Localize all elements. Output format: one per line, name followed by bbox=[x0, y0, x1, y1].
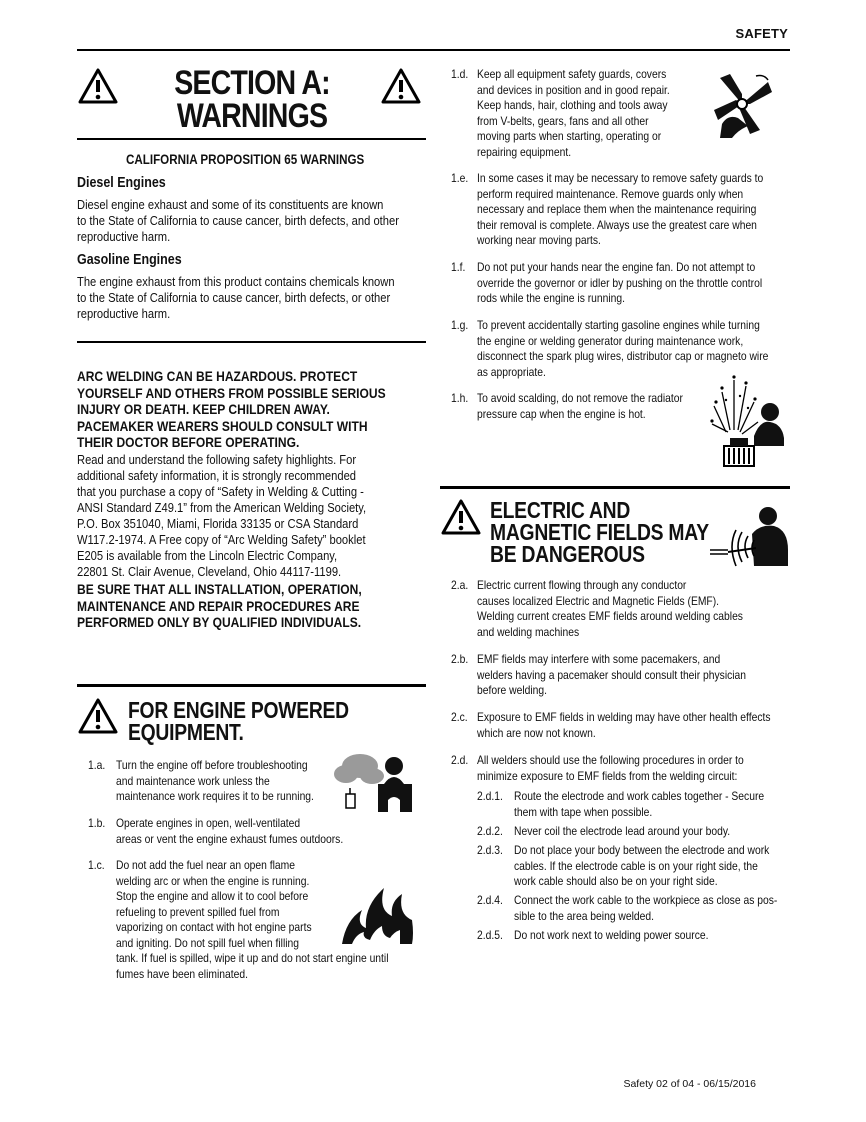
item-number: 1.f. bbox=[451, 260, 466, 274]
emf-section-heading: ELECTRIC AND MAGNETIC FIELDS MAY BE DANGEROUS bbox=[490, 497, 709, 567]
page-footer: Safety 02 of 04 - 06/15/2016 bbox=[623, 1078, 756, 1090]
arc-warning-heading: ARC WELDING CAN BE HAZARDOUS. PROTECT YOURSELF AND OTHERS FROM POSSIBLE SERIOUS INJURY OR DEATH. KEEP CHILDREN AWAY. PACEMAKER WEARERS SHOULD CONSULT WITH THEIR DOCTOR BEFORE OPERATING. bbox=[77, 368, 386, 450]
section-rule bbox=[77, 684, 426, 687]
section-title-line2: WARNINGS bbox=[176, 97, 328, 135]
item-text: Electric current flowing through any conductor causes localized Electric and Magnetic Fields (EMF). Welding current creates EMF fields around welding cables and welding machines bbox=[477, 578, 743, 639]
item-text: To avoid scalding, do not remove the radiator pressure cap when the engine is hot. bbox=[477, 391, 683, 421]
item-text: Turn the engine off before troubleshooting and maintenance work unless the maintenance work requires it to be running. bbox=[116, 758, 314, 803]
header-rule bbox=[77, 49, 790, 51]
item-number: 2.d. bbox=[451, 753, 469, 767]
exhaust-fumes-icon bbox=[332, 748, 418, 816]
subitem-text: Route the electrode and work cables together - Secure them with tape when possible. bbox=[514, 789, 765, 819]
item-number: 2.b. bbox=[451, 652, 469, 666]
arc-intro-paragraph: Read and understand the following safety highlights. For additional safety information, it is strongly recommended that you purchase a copy of “Safety in Welding & Cutting - ANSI Standard Z49.1” from the American Welding Society, P.O. Box 351040, Miami, Florida 33135 or CSA Standard W117.2-1974. A Free copy of “Arc Welding Safety” booklet E205 is available from the Lincoln Electric Company, 22801 St. Clair Avenue, Cleveland, Ohio 44117-1199. bbox=[77, 452, 367, 579]
item-number: 1.a. bbox=[88, 758, 106, 772]
item-number: 1.e. bbox=[451, 171, 469, 185]
section-title-line1: SECTION A: bbox=[174, 64, 330, 102]
qualified-warning: BE SURE THAT ALL INSTALLATION, OPERATION, MAINTENANCE AND REPAIR PROCEDURES ARE PERFORMED ONLY BY QUALIFIED INDIVIDUALS. bbox=[77, 581, 362, 630]
prop65-heading: CALIFORNIA PROPOSITION 65 WARNINGS bbox=[126, 152, 365, 167]
engine-section-heading: FOR ENGINE POWERED EQUIPMENT. bbox=[128, 697, 349, 745]
item-number: 1.c. bbox=[88, 858, 105, 872]
item-text: Exposure to EMF fields in welding may have other health effects which are now not known. bbox=[477, 710, 771, 740]
item-number: 1.g. bbox=[451, 318, 469, 332]
section-title bbox=[158, 64, 346, 135]
moving-parts-hand-icon bbox=[708, 70, 774, 140]
warning-triangle-icon bbox=[78, 698, 118, 734]
item-text: All welders should use the following procedures in order to minimize exposure to EMF fields from the welding circuit: bbox=[477, 753, 744, 783]
item-text: Operate engines in open, well-ventilated areas or vent the engine exhaust fumes outdoors. bbox=[116, 816, 344, 846]
flame-icon bbox=[340, 880, 416, 946]
subitem-number: 2.d.1. bbox=[477, 789, 503, 803]
welder-emf-icon bbox=[708, 500, 790, 570]
subitem-text: Do not work next to welding power source. bbox=[514, 928, 709, 942]
subitem-text: Connect the work cable to the workpiece as close as pos- sible to the area being welded. bbox=[514, 893, 778, 923]
subitem-number: 2.d.2. bbox=[477, 824, 503, 838]
item-text: Do not put your hands near the engine fan. Do not attempt to override the governor or idler by pushing on the throttle control rods while the engine is running. bbox=[477, 260, 763, 305]
subitem-number: 2.d.4. bbox=[477, 893, 503, 907]
page-header-label: SAFETY bbox=[735, 26, 788, 41]
item-text: Keep all equipment safety guards, covers and devices in position and in good repair. Keep hands, hair, clothing and tools away from V-belts, gears, fans and all other moving parts when starting, operating or repairing equipment. bbox=[477, 67, 670, 159]
section-rule bbox=[77, 341, 426, 343]
item-number: 1.h. bbox=[451, 391, 469, 405]
item-number: 1.d. bbox=[451, 67, 469, 81]
warning-triangle-icon bbox=[381, 68, 421, 104]
item-text: EMF fields may interfere with some pacemakers, and welders having a pacemaker should consult their physician before welding. bbox=[477, 652, 747, 697]
warning-triangle-icon bbox=[441, 499, 481, 535]
diesel-heading: Diesel Engines bbox=[77, 175, 166, 191]
item-number: 2.c. bbox=[451, 710, 468, 724]
gasoline-paragraph: The engine exhaust from this product contains chemicals known to the State of California to cause cancer, birth defects, or other reproductive harm. bbox=[77, 274, 395, 321]
diesel-paragraph: Diesel engine exhaust and some of its constituents are known to the State of California to cause cancer, birth defects, and other reproductive harm. bbox=[77, 197, 399, 244]
radiator-steam-icon bbox=[708, 372, 788, 468]
section-rule bbox=[77, 138, 426, 140]
warning-triangle-icon bbox=[78, 68, 118, 104]
subitem-number: 2.d.5. bbox=[477, 928, 503, 942]
subitem-text: Do not place your body between the electrode and work cables. If the electrode cable is on your right side, the work cable should also be on your right side. bbox=[514, 843, 770, 888]
section-rule bbox=[440, 486, 790, 489]
item-number: 1.b. bbox=[88, 816, 106, 830]
item-text: In some cases it may be necessary to remove safety guards to perform required maintenance. Remove guards only when necessary and replace them when the maintenance requiring their removal is complete. Always use the greatest care when working near moving parts. bbox=[477, 171, 764, 247]
subitem-number: 2.d.3. bbox=[477, 843, 503, 857]
item-text: Do not add the fuel near an open flame welding arc or when the engine is running. Stop the engine and allow it to cool before refueling to prevent spilled fuel from vaporizing on contact with hot engine parts and igniting. Do not spill fuel when filling tank. If fuel is spilled, wipe it up and do not start engine until fumes have been eliminated. bbox=[116, 858, 389, 981]
item-text: To prevent accidentally starting gasoline engines while turning the engine or welding generator during maintenance work, disconnect the spark plug wires, distributor cap or magneto wire as appropriate. bbox=[477, 318, 769, 379]
item-number: 2.a. bbox=[451, 578, 469, 592]
gasoline-heading: Gasoline Engines bbox=[77, 252, 182, 268]
subitem-text: Never coil the electrode lead around your body. bbox=[514, 824, 731, 838]
